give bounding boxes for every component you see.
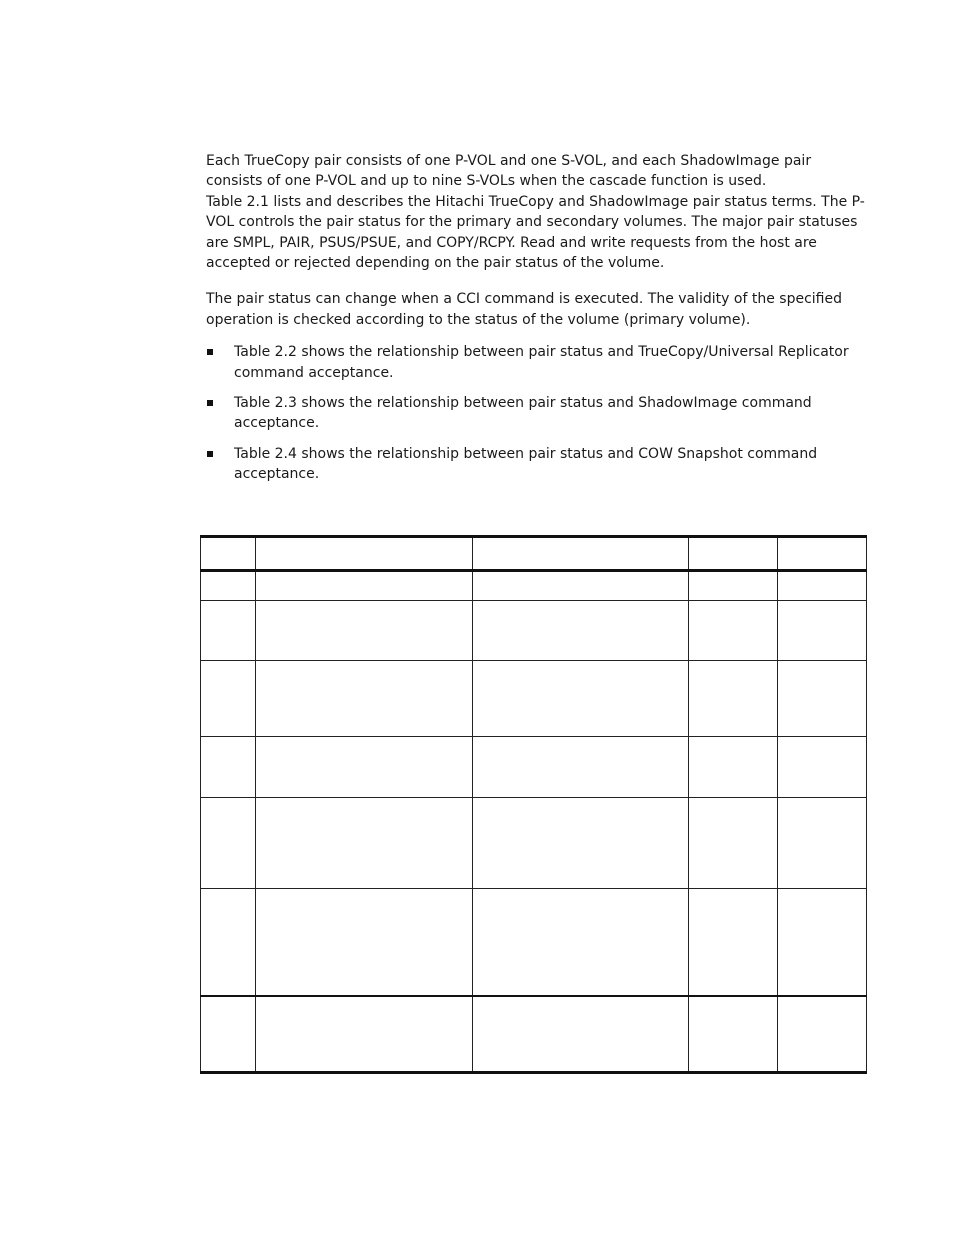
table-header-cell <box>256 537 473 571</box>
table-row <box>201 571 867 601</box>
table-cell <box>778 571 867 601</box>
table-cell <box>473 889 689 996</box>
table-cell <box>689 889 778 996</box>
table-cell <box>689 798 778 889</box>
table-cell <box>201 601 256 661</box>
table-header-cell <box>689 537 778 571</box>
table-cell <box>256 737 473 798</box>
table-cell <box>778 601 867 661</box>
table-cell <box>201 571 256 601</box>
table-cell <box>689 571 778 601</box>
document-body <box>206 151 866 495</box>
table-cell <box>778 737 867 798</box>
table-header-cell <box>473 537 689 571</box>
pair-status-table-container <box>200 535 866 1074</box>
table-cell <box>201 737 256 798</box>
table-cell <box>256 601 473 661</box>
list-item <box>206 342 866 383</box>
bullet-text: Table 2.3 shows the relationship between pair status and ShadowImage command acceptance. <box>234 395 812 432</box>
table-cell <box>689 996 778 1073</box>
table-row <box>201 996 867 1073</box>
table-cell <box>256 889 473 996</box>
table-cell <box>473 996 689 1073</box>
table-cell <box>201 798 256 889</box>
table-row <box>201 798 867 889</box>
table-cell <box>473 571 689 601</box>
list-item <box>206 444 866 485</box>
table-cell <box>778 889 867 996</box>
bullet-text: Table 2.2 shows the relationship between pair status and TrueCopy/Universal Replicator command acceptance. <box>234 344 849 381</box>
table-cell <box>689 737 778 798</box>
bullet-square-icon <box>207 451 213 457</box>
table-cell <box>201 661 256 737</box>
table-cell <box>256 996 473 1073</box>
pair-status-table <box>200 535 867 1074</box>
table-cell <box>201 889 256 996</box>
table-cell <box>473 661 689 737</box>
table-cell <box>201 996 256 1073</box>
table-row <box>201 601 867 661</box>
table-cell <box>256 571 473 601</box>
table-header-cell <box>201 537 256 571</box>
table-row <box>201 737 867 798</box>
table-cell <box>473 798 689 889</box>
table-row <box>201 889 867 996</box>
table-cell <box>778 996 867 1073</box>
table-cell <box>689 661 778 737</box>
table-cell <box>689 601 778 661</box>
bullet-text: Table 2.4 shows the relationship between pair status and COW Snapshot command acceptance. <box>234 445 818 483</box>
table-cell <box>256 661 473 737</box>
paragraph-intro: Each TrueCopy pair consists of one P-VOL and one S-VOL, and each ShadowImage pair consists of one P-VOL and up to nine S-VOLs when the cascade function is used. <box>206 153 812 190</box>
bullet-square-icon <box>207 349 213 355</box>
paragraph-pair-status-change: The pair status can change when a CCI command is executed. The validity of the specified operation is checked according to the status of the volume (primary volume). <box>206 291 842 328</box>
bullet-list <box>206 342 866 484</box>
bullet-square-icon <box>207 400 213 406</box>
table-cell <box>778 661 867 737</box>
table-cell <box>473 601 689 661</box>
table-cell <box>473 737 689 798</box>
paragraph-table-description: Table 2.1 lists and describes the Hitachi TrueCopy and ShadowImage pair status terms. The P-VOL controls the pair status for the primary and secondary volumes. The major pair statuses are SMPL, PAIR, PSUS/PSUE, and COPY/RCPY. Read and write requests from the host are accepted or rejected depending on the pair status of the volume. <box>206 193 865 272</box>
table-cell <box>256 798 473 889</box>
table-header-row <box>201 537 867 571</box>
list-item <box>206 393 866 434</box>
table-cell <box>778 798 867 889</box>
table-row <box>201 661 867 737</box>
table-header-cell <box>778 537 867 571</box>
